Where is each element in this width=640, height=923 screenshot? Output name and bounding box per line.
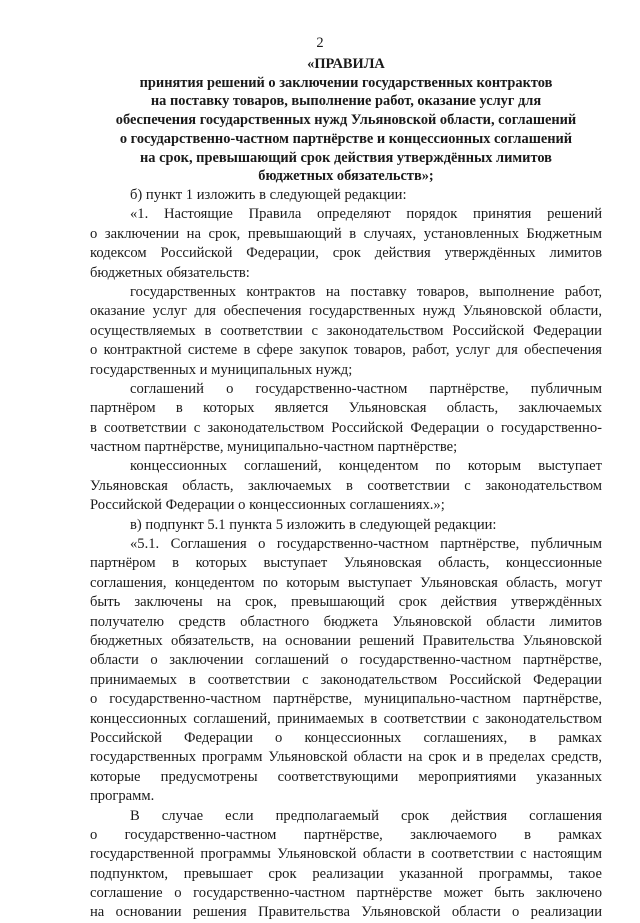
body-line: Ульяновская область, заключаемых в соответствии с законодательством	[90, 477, 602, 494]
body-line: государственной программы Ульяновской области в соответствии с настоящим	[90, 846, 602, 863]
body-line: концессионных соглашений, концедентом по которым выступает	[130, 458, 602, 475]
body-line: государственных и муниципальных нужд;	[90, 361, 353, 378]
body-line: кодексом Российской Федерации, срок действия утверждённых лимитов	[90, 245, 602, 262]
body-line: оказание услуг для обеспечения государственных нужд Ульяновской области,	[90, 303, 602, 320]
body-line: которые предусмотрены соответствующими мероприятиями указанных	[90, 768, 602, 785]
body-line: партнёром в которых является Ульяновская область, заключаемых	[90, 400, 602, 417]
body-line: в) подпункт 5.1 пункта 5 изложить в следующей редакции:	[130, 516, 497, 533]
document-body	[90, 186, 602, 923]
body-line: частном партнёрстве, муниципально-частном партнёрстве;	[90, 439, 458, 456]
body-line: Российской Федерации о концессионных соглашениях.»;	[90, 497, 445, 514]
body-line: быть заключены на срок, превышающий срок действия утверждённых	[90, 594, 602, 611]
body-line: бюджетных обязательств:	[90, 264, 250, 281]
body-line: подпунктом, превышает срок реализации указанной программы, такое	[90, 865, 602, 882]
rules-title	[90, 55, 602, 186]
body-line: о государственно-частном партнёрстве, муниципально-частном партнёрстве,	[90, 691, 602, 708]
body-line: в соответствии с законодательством Российской Федерации о государственно-	[90, 419, 602, 436]
body-line: осуществляемых в соответствии с законодательством Российской Федерации	[90, 322, 602, 339]
body-line: принимаемых в соответствии с законодательством Российской Федерации	[90, 671, 602, 688]
body-line: «1. Настоящие Правила определяют порядок принятия решений	[130, 206, 602, 223]
body-line: области о заключении соглашений о государственно-частном партнёрстве,	[90, 652, 602, 669]
body-line: б) пункт 1 изложить в следующей редакции:	[130, 187, 407, 203]
title-line: бюджетных обязательств»;	[258, 168, 434, 185]
body-line: программ.	[90, 788, 155, 805]
body-line: о заключении на срок, превышающий в случаях, установленных Бюджетным	[90, 225, 602, 242]
title-line: на поставку товаров, выполнение работ, оказание услуг для	[150, 93, 542, 110]
body-line: «5.1. Соглашения о государственно-частном партнёрстве, публичным	[130, 536, 602, 553]
title-line: «ПРАВИЛА	[307, 56, 385, 72]
body-line: на основании решения Правительства Ульяновской области о реализации	[90, 904, 602, 921]
body-line: концессионных соглашений, принимаемых в соответствии с законодательством	[90, 710, 602, 727]
body-line: Российской Федерации о концессионных соглашениях, в рамках	[90, 729, 602, 746]
body-line: соглашения, концедентом по которым выступает Ульяновская область, могут	[90, 574, 602, 591]
body-line: В случае если предполагаемый срок действия соглашения	[130, 807, 602, 824]
body-line: бюджетных обязательств, на основании решений Правительства Ульяновской	[90, 632, 602, 649]
title-line: на срок, превышающий срок действия утверждённых лимитов	[140, 149, 552, 166]
body-line: о контрактной системе в сфере закупок товаров, работ, услуг для обеспечения	[90, 342, 602, 359]
title-line: принятия решений о заключении государственных контрактов	[139, 74, 553, 91]
body-line: государственных программ Ульяновской области на срок и в пределах средств,	[90, 749, 602, 766]
body-line: соглашений о государственно-частном партнёрстве, публичным	[130, 380, 602, 397]
body-line: государственных контрактов на поставку товаров, выполнение работ,	[130, 283, 602, 300]
body-line: соглашение о государственно-частном партнёрстве может быть заключено	[90, 885, 602, 902]
body-line: получателю средств областного бюджета Ульяновской области лимитов	[90, 613, 602, 630]
body-line: партнёром в которых выступает Ульяновская область, концессионные	[90, 555, 602, 572]
title-line: о государственно-частном партнёрстве и концессионных соглашений	[119, 130, 573, 147]
page-number: 2	[316, 35, 324, 51]
body-line: о государственно-частном партнёрстве, заключаемого в рамках	[90, 826, 602, 843]
title-line: обеспечения государственных нужд Ульяновской области, соглашений	[115, 112, 577, 129]
